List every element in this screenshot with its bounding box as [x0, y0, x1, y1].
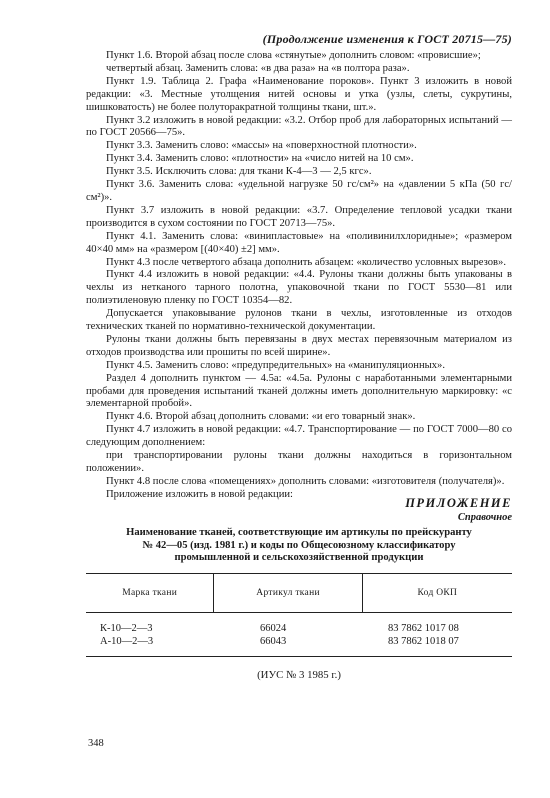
page-number: 348 — [88, 738, 104, 749]
table-cell: А-10—2—3 — [100, 635, 154, 647]
paragraph: Приложение изложить в новой редакции: — [106, 488, 293, 500]
ius-note: (ИУС № 3 1985 г.) — [257, 669, 341, 681]
paragraph: Рулоны ткани должны быть перевязаны в двух местах перевязочным материалом из отходов производства или прошиты по всей ширине». — [86, 333, 512, 358]
paragraph: Пункт 3.7 изложить в новой редакции: «3.7. Определение тепловой усадки ткани производится в сухом состоянии по ГОСТ 20713—75». — [86, 204, 512, 229]
paragraph: Пункт 4.3 после четвертого абзаца дополнить абзацем: «количество условных вырезов». — [106, 256, 506, 268]
paragraph: Пункт 4.1. Заменить слова: «винипластовые» на «поливинилхлоридные»; «размером 40×40 мм» на «размером [(40×40) ±2] мм». — [86, 230, 512, 255]
table-cell: 83 7862 1017 08 — [388, 623, 459, 634]
table-header-row — [86, 574, 512, 613]
paragraph: Пункт 1.6. Второй абзац после слова «стянутые» дополнить словом: «провисшие»; — [106, 50, 481, 61]
table-title — [86, 527, 512, 565]
header-article: Артикул ткани — [213, 574, 361, 612]
table-title-line: № 42—05 (изд. 1981 г.) и коды по Общесоюзному классификатору — [142, 539, 456, 551]
amendment-text — [86, 50, 512, 502]
paragraph: Пункт 4.8 после слова «помещениях» дополнить словами: «изготовителя (получателя)». — [106, 475, 505, 487]
appendix-title: ПРИЛОЖЕНИЕ — [405, 496, 512, 510]
fabric-table — [86, 573, 512, 657]
paragraph: Пункт 3.5. Исключить слова: для ткани К-4—3 — 2,5 кгс». — [106, 166, 372, 178]
header-fabric-grade: Марка ткани — [122, 588, 178, 598]
table-cell: 66043 — [260, 635, 287, 647]
paragraph: Пункт 4.6. Второй абзац дополнить словами: «и его товарный знак». — [106, 411, 416, 423]
table-cell: К-10—2—3 — [100, 623, 153, 634]
paragraph: Раздел 4 дополнить пунктом — 4.5а: «4.5а. Рулоны с наработанными элементарными пробами для проведения испытаний тканей должны иметь дополнительную маркировку: «с элементарной пробой». — [86, 372, 512, 410]
column-okp-code — [362, 623, 512, 648]
table-body — [86, 613, 512, 656]
paragraph: Пункт 3.4. Заменить слово: «плотности» на «число нитей на 10 см». — [106, 153, 414, 165]
paragraph: при транспортировании рулоны ткани должны находиться в горизонтальном положении». — [86, 450, 512, 474]
paragraph: Пункт 3.2 изложить в новой редакции: «3.2. Отбор проб для лабораторных испытаний — по ГОСТ 20566—75». — [86, 114, 512, 139]
table-title-line: промышленной и сельскохозяйственной продукции — [174, 552, 424, 564]
paragraph: четвертый абзац. Заменить слова: «в два раза» на «в полтора раза». — [106, 62, 410, 74]
paragraph: Пункт 4.4 изложить в новой редакции: «4.4. Рулоны ткани должны быть упакованы в чехлы из нетканого тарного полотна, упаковочной ткани по ГОСТ 5530—81 или полиэтиленовую пленку по ГОСТ 10354—82. — [86, 269, 512, 307]
paragraph: Пункт 4.7 изложить в новой редакции: «4.7. Транспортирование — по ГОСТ 7000—80 со следующим дополнением: — [86, 424, 512, 449]
running-header: (Продолжение изменения к ГОСТ 20715—75) — [262, 32, 512, 46]
paragraph: Пункт 4.5. Заменить слово: «предупредительных» на «манипуляционных». — [106, 359, 445, 371]
paragraph: Допускается упаковывание рулонов ткани в чехлы, изготовленные из отходов технических тканей по нормативно-технической документации. — [86, 308, 512, 333]
paragraph: Пункт 1.9. Таблица 2. Графа «Наименование пороков». Пункт 3 изложить в новой редакции: «3. Местные утолщения нитей основы и утка (узлы, слеты, сукрутины, шишковатость) не более полуторакратной толщины ткани, шт.». — [86, 75, 512, 113]
table-cell: 66024 — [260, 623, 287, 634]
table-cell: 83 7862 1018 07 — [388, 635, 459, 647]
appendix-heading — [405, 496, 512, 523]
header-okp-code: Код ОКП — [362, 574, 512, 612]
column-article — [214, 623, 362, 648]
paragraph: Пункт 3.3. Заменить слово: «массы» на «поверхностной плотности». — [106, 140, 417, 152]
column-fabric-grade — [86, 623, 214, 648]
table-title-line: Наименование тканей, соответствующие им артикулы по прейскуранту — [126, 527, 472, 538]
appendix-subtitle: Справочное — [457, 512, 512, 523]
paragraph: Пункт 3.6. Заменить слова: «удельной нагрузке 50 гс/см²» на «давлении 5 кПа (50 гс/см²)». — [86, 179, 512, 203]
